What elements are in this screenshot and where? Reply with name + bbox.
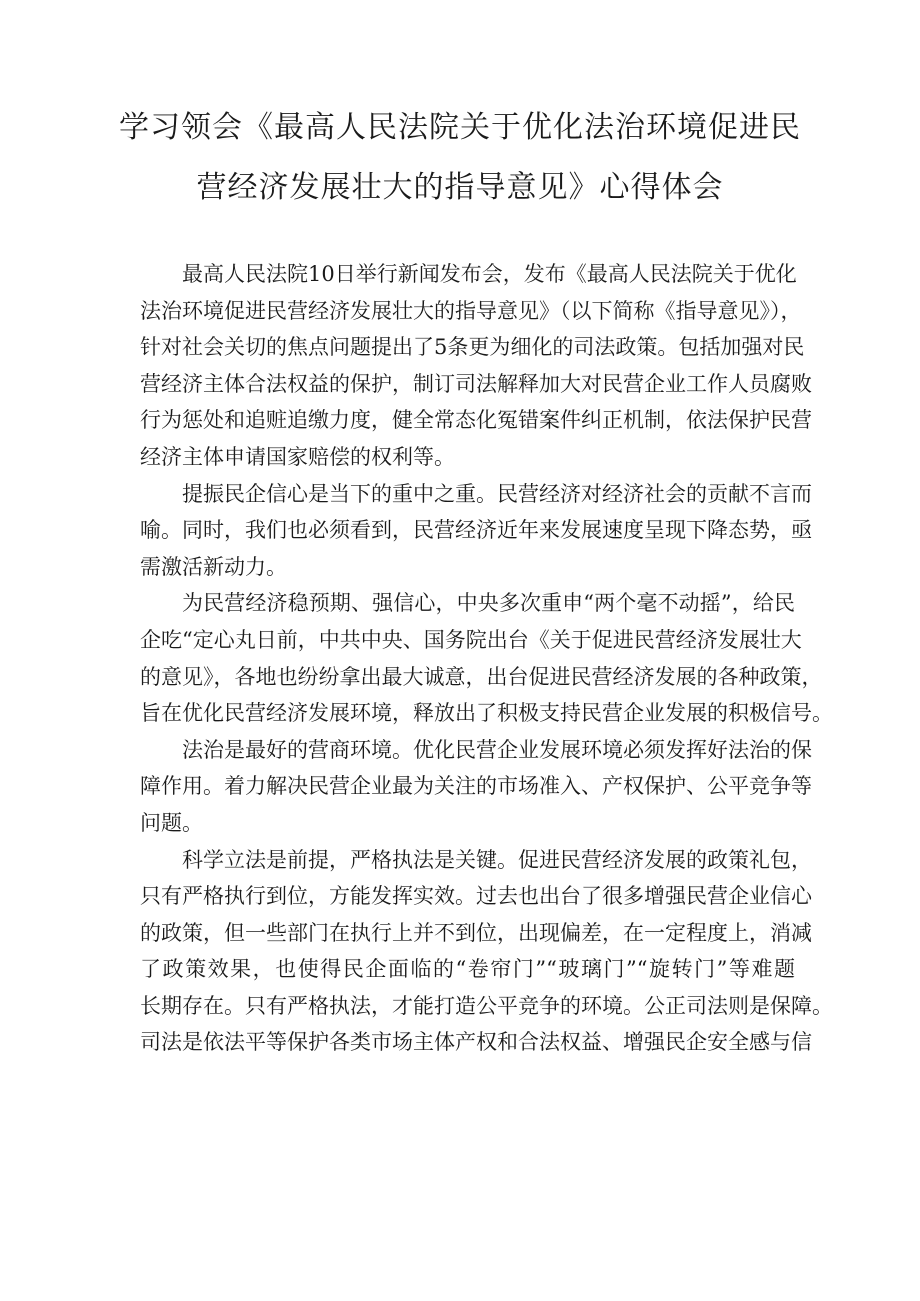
paragraph-line: 针对社会关切的焦点问题提出了5条更为细化的司法政策。包括加强对民	[140, 335, 805, 360]
paragraph-line: 的政策，但一些部门在执行上并不到位，出现偏差，在一定程度上，消减	[140, 920, 812, 945]
paragraph-line: 喻。同时，我们也必须看到，民营经济近年来发展速度呈现下降态势，亟	[140, 518, 812, 543]
paragraph-line: 法治环境促进民营经济发展壮大的指导意见》（以下简称《指导意见》），	[140, 298, 802, 323]
document-title	[100, 98, 820, 218]
paragraph-line: 企吃“定心丸日前，中共中央、国务院出台《关于促进民营经济发展壮大	[140, 627, 802, 652]
paragraph-line: 障作用。着力解决民营企业最为关注的市场准入、产权保护、公平竞争等	[140, 774, 812, 799]
paragraph-line: 司法是依法平等保护各类市场主体产权和合法权益、增强民企安全感与信	[140, 1030, 812, 1055]
title-line-1: 学习领会《最高人民法院关于优化法治环境促进民	[119, 110, 801, 145]
paragraph-line: 提振民企信心是当下的重中之重。民营经济对经济社会的贡献不言而	[182, 481, 812, 506]
paragraph-line: 法治是最好的营商环境。优化民营企业发展环境必须发挥好法治的保	[182, 737, 812, 762]
paragraph-line: 科学立法是前提，严格执法是关键。促进民营经济发展的政策礼包，	[182, 847, 812, 872]
paragraph-line: 最高人民法院10日举行新闻发布会，发布《最高人民法院关于优化	[182, 262, 797, 286]
paragraph-line: 需激活新动力。	[140, 554, 287, 579]
document-body	[140, 256, 833, 1061]
title-line-2: 营经济发展壮大的指导意见》心得体会	[196, 170, 724, 205]
paragraph-line: 只有严格执行到位，方能发挥实效。过去也出台了很多增强民营企业信心	[140, 884, 812, 909]
paragraph-line: 为民营经济稳预期、强信心，中央多次重申“两个毫不动摇”，给民	[182, 591, 795, 616]
paragraph-line: 经济主体申请国家赔偿的权利等。	[140, 444, 455, 469]
paragraph-4	[140, 732, 812, 842]
paragraph-line: 问题。	[140, 810, 203, 835]
paragraph-line: 了政策效果，也使得民企面临的“卷帘门”“玻璃门”“旋转门”等难题	[140, 957, 795, 982]
paragraph-2	[140, 476, 812, 586]
paragraph-3	[140, 585, 833, 731]
paragraph-1	[140, 256, 812, 476]
paragraph-line: 行为惩处和追赃追缴力度，健全常态化冤错案件纠正机制，依法保护民营	[140, 408, 812, 433]
paragraph-line: 营经济主体合法权益的保护，制订司法解释加大对民营企业工作人员腐败	[140, 371, 812, 396]
paragraph-line: 长期存在。只有严格执法，才能打造公平竞争的环境。公正司法则是保障。	[140, 993, 833, 1018]
paragraph-line: 的意见》，各地也纷纷拿出最大诚意，出台促进民营经济发展的各种政策，	[140, 664, 823, 689]
paragraph-line: 旨在优化民营经济发展环境，释放出了积极支持民营企业发展的积极信号。	[140, 701, 833, 726]
paragraph-5	[140, 842, 833, 1062]
